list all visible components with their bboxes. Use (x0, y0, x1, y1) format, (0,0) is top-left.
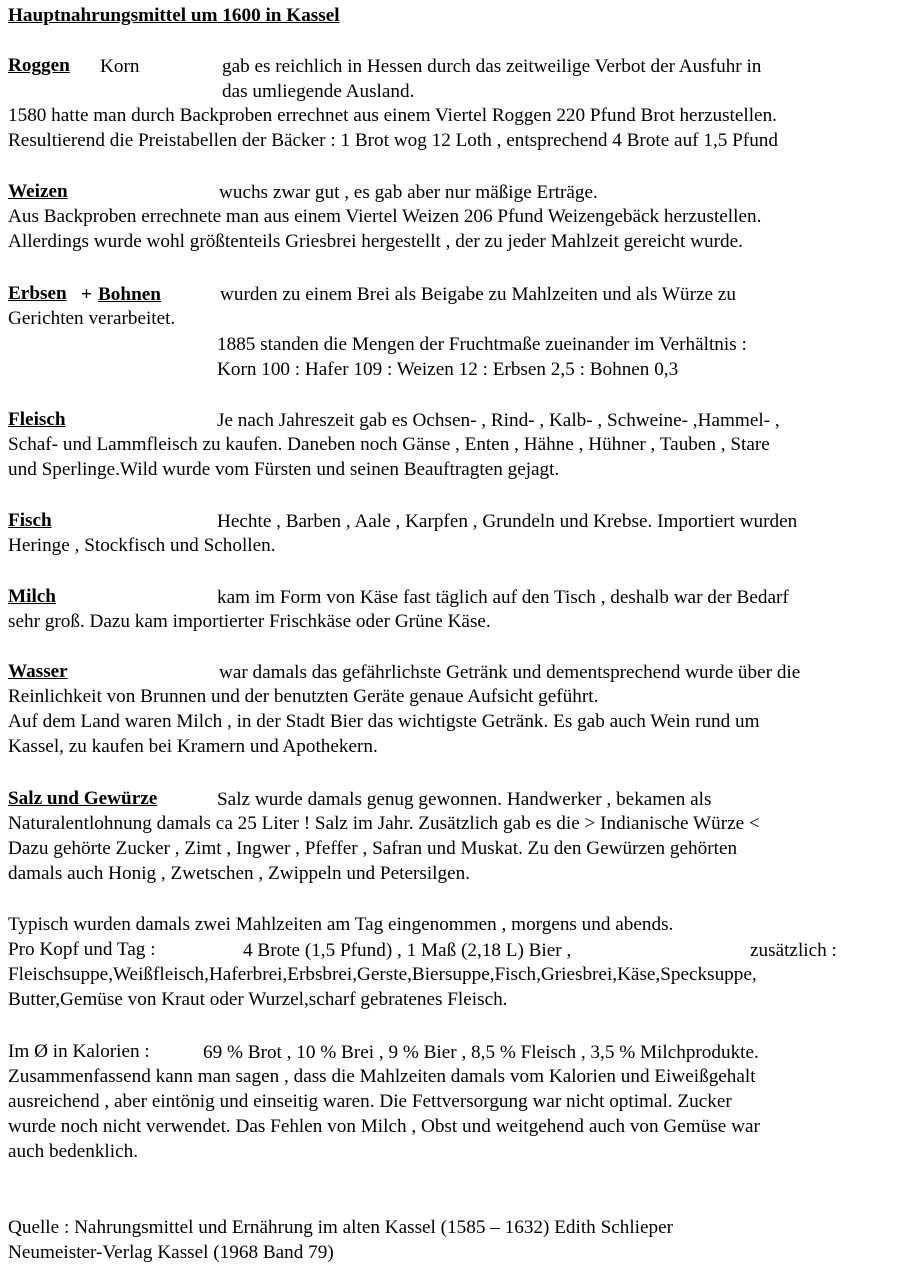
heading-wasser: Wasser (8, 661, 68, 682)
wasser-line3: Auf dem Land waren Milch , in der Stadt Bier das wichtigste Getränk. Es gab auch Wein rund um (8, 711, 760, 732)
kalorien-line2: Zusammenfassend kann man sagen , dass die Mahlzeiten damals vom Kalorien und Eiweißgehalt (8, 1066, 756, 1087)
weizen-line3: Allerdings wurde wohl größtenteils Griesbrei hergestellt , der zu jeder Mahlzeit gereicht wurde. (8, 231, 743, 252)
heading-erbsen: Erbsen (8, 283, 67, 304)
fisch-text1: Hechte , Barben , Aale , Karpfen , Grundeln und Krebse. Importiert wurden (217, 511, 798, 532)
heading-weizen: Weizen (8, 181, 68, 202)
heading-bohnen: Bohnen (98, 284, 161, 305)
erbsen-plus: + (81, 284, 92, 305)
fleisch-line3: und Sperlinge.Wild wurde vom Fürsten und seinen Beauftragten gejagt. (8, 459, 560, 480)
roggen-sub: Korn (100, 56, 140, 77)
milch-text1: kam im Form von Käse fast täglich auf den Tisch , deshalb war der Bedarf (217, 587, 789, 608)
typisch-line2-amounts: 4 Brote (1,5 Pfund) , 1 Maß (2,18 L) Bier , (243, 940, 572, 961)
salz-text1: Salz wurde damals genug gewonnen. Handwerker , bekamen als (217, 789, 712, 810)
source-line2: Neumeister-Verlag Kassel (1968 Band 79) (8, 1242, 334, 1263)
erbsen-text1: wurden zu einem Brei als Beigabe zu Mahlzeiten und als Würze zu (220, 284, 736, 305)
salz-line4: damals auch Honig , Zwetschen , Zwippeln und Petersilgen. (8, 863, 470, 884)
roggen-text1: gab es reichlich in Hessen durch das zeitweilige Verbot der Ausfuhr in (222, 56, 762, 77)
typisch-line2-extra: zusätzlich : (750, 940, 837, 961)
erbsen-line3: 1885 standen die Mengen der Fruchtmaße zueinander im Verhältnis : (217, 334, 747, 355)
kalorien-values: 69 % Brot , 10 % Brei , 9 % Bier , 8,5 % Fleisch , 3,5 % Milchprodukte. (203, 1042, 759, 1063)
fleisch-line2: Schaf- und Lammfleisch zu kaufen. Daneben noch Gänse , Enten , Hähne , Hühner , Tauben , Stare (8, 434, 770, 455)
heading-fleisch: Fleisch (8, 409, 66, 430)
heading-roggen: Roggen (8, 55, 70, 76)
kalorien-line3: ausreichend , aber eintönig und einseitig waren. Die Fettversorgung war nicht optimal. Zucker (8, 1091, 732, 1112)
salz-line3: Dazu gehörte Zucker , Zimt , Ingwer , Pfeffer , Safran und Muskat. Zu den Gewürzen gehörten (8, 838, 738, 859)
wasser-line4: Kassel, zu kaufen bei Kramern und Apothekern. (8, 736, 378, 757)
milch-line2: sehr groß. Dazu kam importierter Frischkäse oder Grüne Käse. (8, 611, 491, 632)
heading-milch: Milch (8, 586, 56, 607)
typisch-line3: Fleischsuppe,Weißfleisch,Haferbrei,Erbsbrei,Gerste,Biersuppe,Fisch,Griesbrei,Käse,Specksuppe, (8, 964, 757, 985)
erbsen-ratio: Korn 100 : Hafer 109 : Weizen 12 : Erbsen 2,5 : Bohnen 0,3 (217, 359, 679, 380)
erbsen-line2: Gerichten verarbeitet. (8, 308, 176, 329)
heading-salz: Salz und Gewürze (8, 788, 158, 809)
kalorien-line5: auch bedenklich. (8, 1141, 138, 1162)
roggen-line4: Resultierend die Preistabellen der Bäcker : 1 Brot wog 12 Loth , entsprechend 4 Brote auf 1,5 Pfund (8, 130, 778, 151)
fleisch-text1: Je nach Jahreszeit gab es Ochsen- , Rind- , Kalb- , Schweine- ,Hammel- , (217, 410, 780, 431)
salz-line2: Naturalentlohnung damals ca 25 Liter ! Salz im Jahr. Zusätzlich gab es die > Indianische Würze < (8, 813, 760, 834)
fisch-line2: Heringe , Stockfisch und Schollen. (8, 535, 276, 556)
kalorien-line4: wurde noch nicht verwendet. Das Fehlen von Milch , Obst und weitgehend auch von Gemüse war (8, 1116, 760, 1137)
typisch-line2-label: Pro Kopf und Tag : (8, 939, 156, 960)
roggen-line3: 1580 hatte man durch Backproben errechnet aus einem Viertel Roggen 220 Pfund Brot herzustellen. (8, 105, 777, 126)
source-line1: Quelle : Nahrungsmittel und Ernährung im alten Kassel (1585 – 1632) Edith Schlieper (8, 1217, 674, 1238)
typisch-line1: Typisch wurden damals zwei Mahlzeiten am Tag eingenommen , morgens und abends. (8, 914, 674, 935)
heading-fisch: Fisch (8, 510, 52, 531)
page-title: Hauptnahrungsmittel um 1600 in Kassel (8, 5, 340, 26)
wasser-line2: Reinlichkeit von Brunnen und der benutzten Geräte genaue Aufsicht geführt. (8, 686, 599, 707)
wasser-text1: war damals das gefährlichste Getränk und dementsprechend wurde über die (219, 662, 801, 683)
roggen-text2: das umliegende Ausland. (222, 81, 415, 102)
kalorien-label: Im Ø in Kalorien : (8, 1041, 150, 1062)
weizen-line2: Aus Backproben errechnete man aus einem Viertel Weizen 206 Pfund Weizengebäck herzustellen. (8, 206, 762, 227)
weizen-text1: wuchs zwar gut , es gab aber nur mäßige Erträge. (219, 182, 598, 203)
typisch-line4: Butter,Gemüse von Kraut oder Wurzel,scharf gebratenes Fleisch. (8, 989, 508, 1010)
